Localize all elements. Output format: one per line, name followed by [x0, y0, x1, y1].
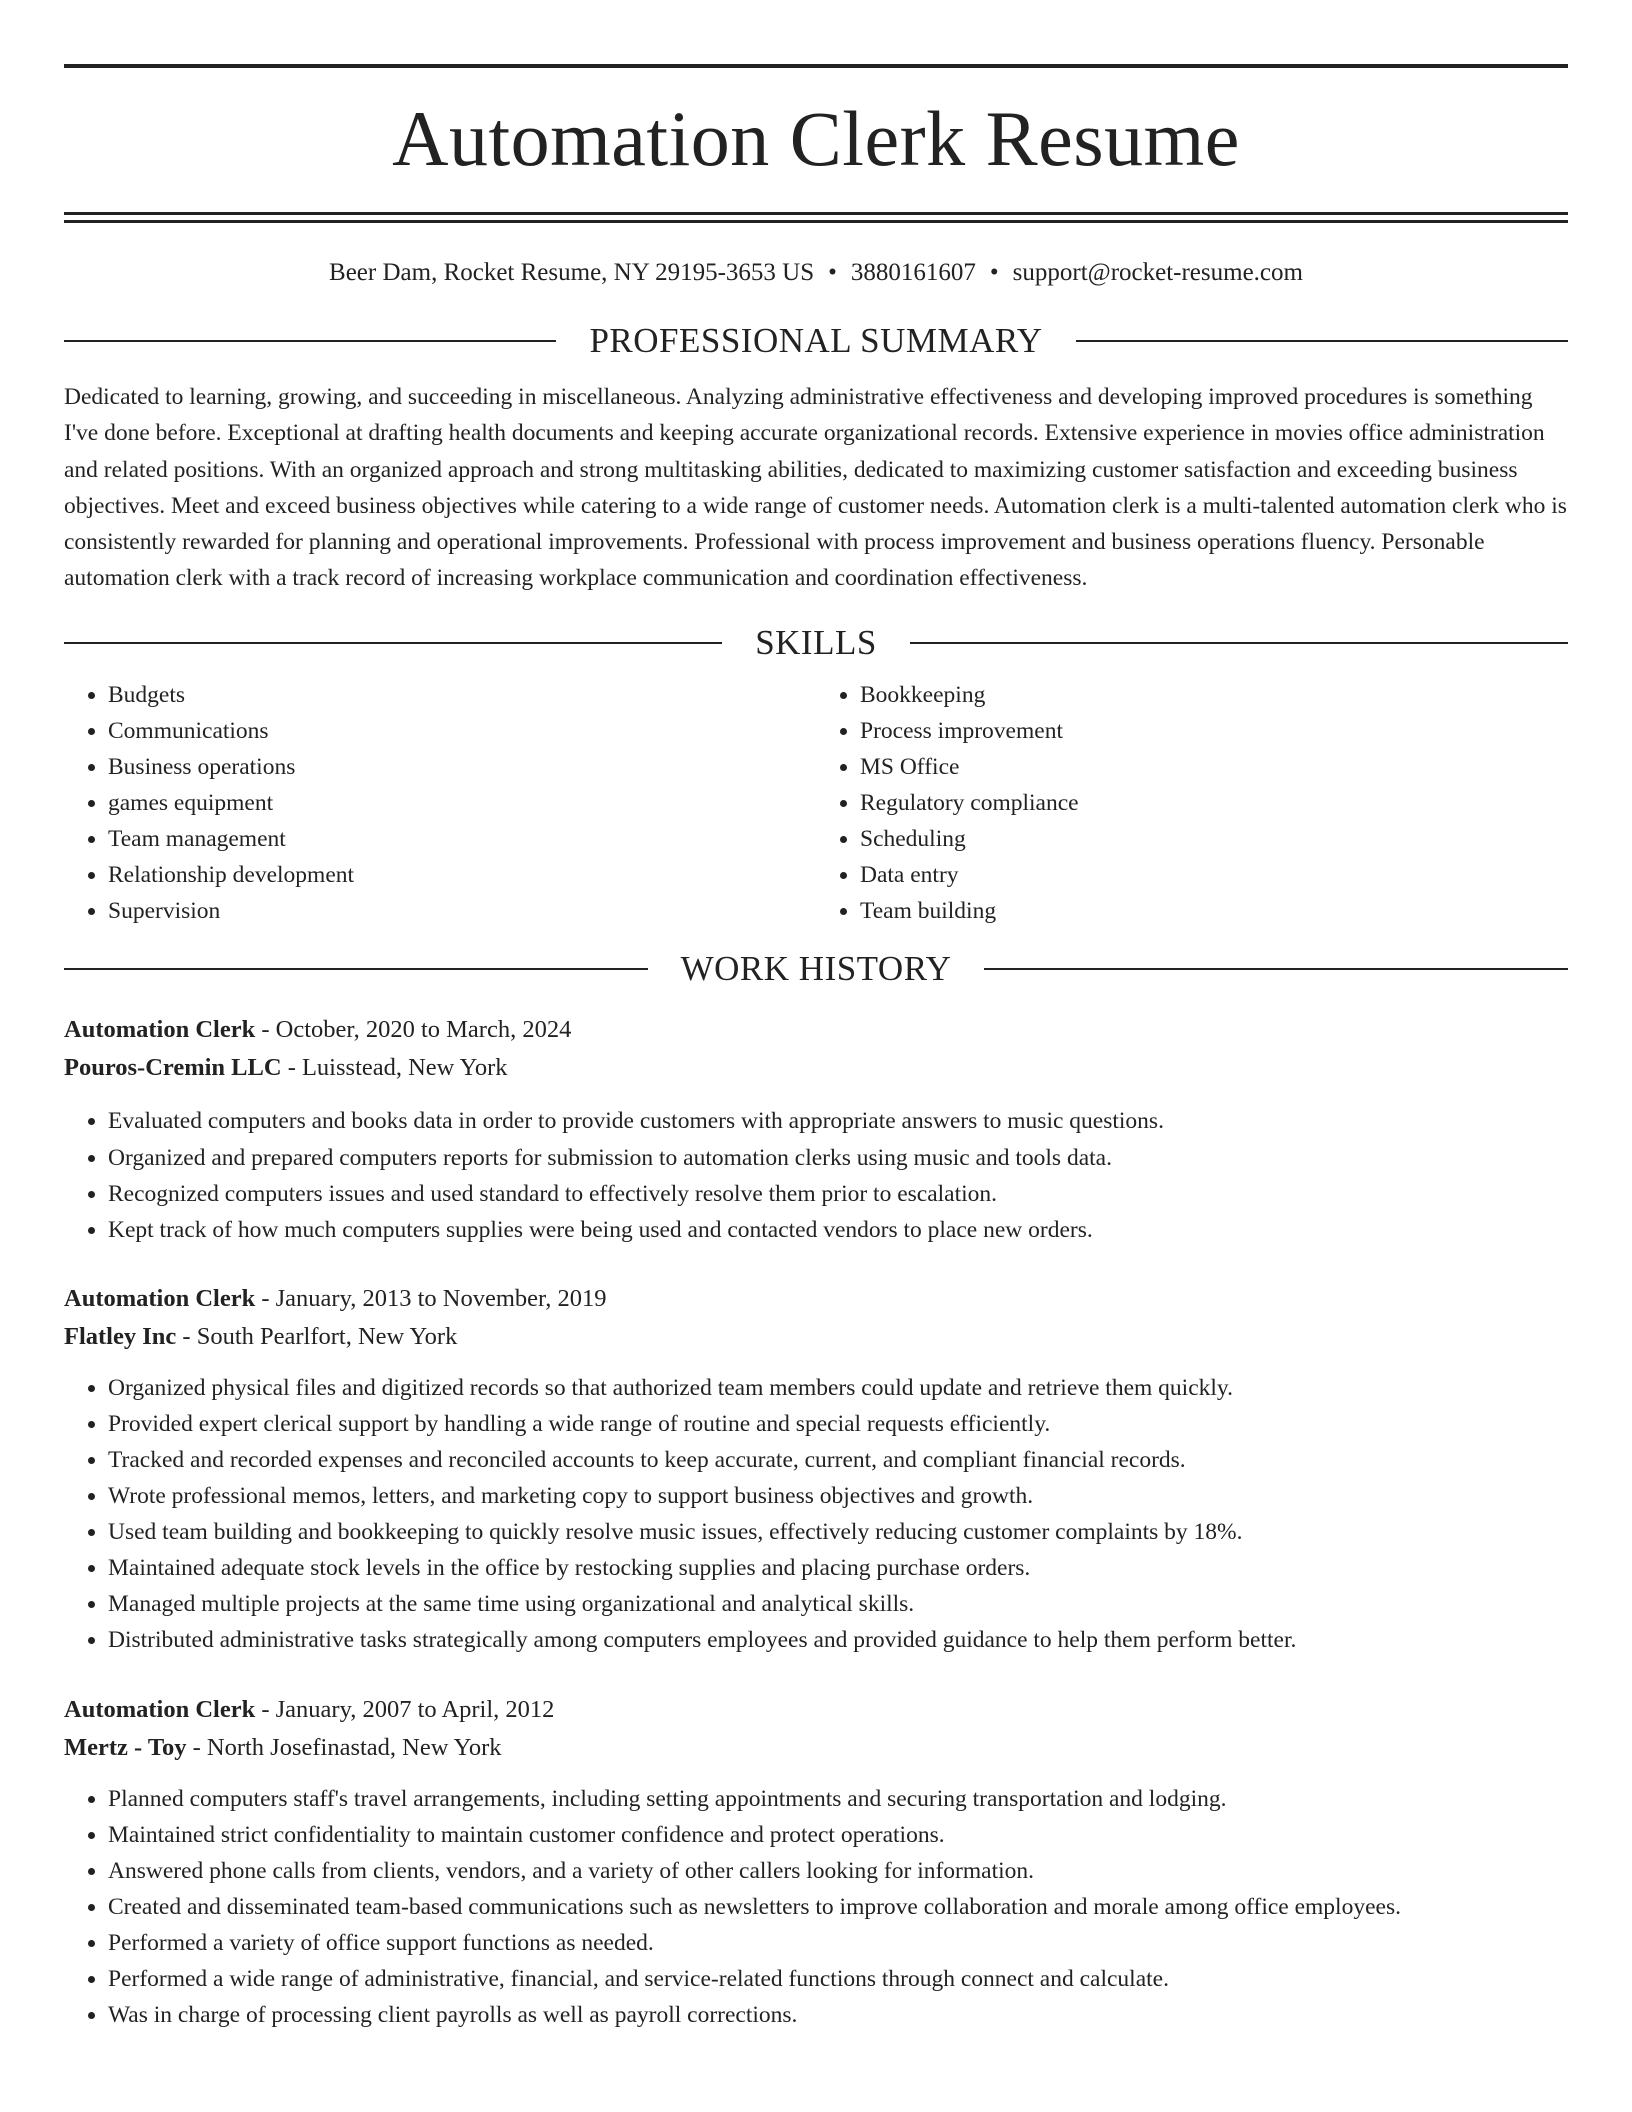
job-entry — [64, 1011, 1568, 1247]
skill-item: • Budgets — [108, 677, 816, 713]
job-bullets — [64, 1103, 1568, 1247]
job-bullet: • Was in charge of processing client payrolls as well as payroll corrections. — [108, 1997, 1568, 2033]
skill-item: • Bookkeeping — [860, 677, 1568, 713]
skill-item: • Team management — [108, 821, 816, 857]
skill-item: • Team building — [860, 893, 1568, 929]
skill-item: • MS Office — [860, 749, 1568, 785]
summary-text: Dedicated to learning, growing, and succeeding in miscellaneous. Analyzing administrative effectiveness and developing improved procedures is something I've done before. Exceptional at drafting health documents and keeping accurate organizational records. Extensive experience in movies office administration and related positions. With an organized approach and strong multitasking abilities, dedicated to maximizing customer satisfaction and exceeding business objectives. Meet and exceed business objectives while catering to a wide range of customer needs. Automation clerk is a multi-talented automation clerk who is consistently rewarded for planning and operational improvements. Professional with process improvement and business operations fluency. Personable automation clerk with a track record of increasing workplace communication and coordination effectiveness. — [64, 384, 1567, 592]
summary-heading — [64, 321, 1568, 361]
skill-item: • Scheduling — [860, 821, 1568, 857]
job-bullet: • Planned computers staff's travel arrangements, including setting appointments and securing transportation and lodging. — [108, 1781, 1568, 1817]
job-bullet: • Wrote professional memos, letters, and marketing copy to support business objectives and growth. — [108, 1478, 1568, 1514]
job-bullets — [64, 1781, 1568, 2034]
job-bullet: • Evaluated computers and books data in order to provide customers with appropriate answers to music questions. — [108, 1103, 1568, 1139]
contact-separator: • — [989, 259, 999, 286]
skill-item: • Communications — [108, 713, 816, 749]
job-company: Mertz - Toy — [64, 1733, 187, 1761]
job-location: - South Pearlfort, New York — [182, 1322, 458, 1350]
job-bullet: • Recognized computers issues and used standard to effectively resolve them prior to escalation. — [108, 1176, 1568, 1212]
job-bullet: • Answered phone calls from clients, vendors, and a variety of other callers looking for information. — [108, 1853, 1568, 1889]
job-title-line — [64, 1691, 1568, 1729]
job-bullet: • Organized and prepared computers reports for submission to automation clerks using music and tools data. — [108, 1140, 1568, 1176]
job-bullet: • Managed multiple projects at the same time using organizational and analytical skills. — [108, 1586, 1568, 1622]
job-role: Automation Clerk — [64, 1695, 256, 1723]
title-double-rule — [64, 212, 1568, 223]
contact-separator: • — [828, 259, 837, 286]
job-bullet: • Created and disseminated team-based communications such as newsletters to improve collaboration and morale among office employees. — [108, 1889, 1568, 1925]
heading-rule-right — [984, 968, 1568, 970]
skill-item: • Relationship development — [108, 857, 816, 893]
job-role: Automation Clerk — [64, 1016, 256, 1044]
job-role: Automation Clerk — [64, 1284, 256, 1312]
job-company: Flatley Inc — [64, 1322, 177, 1350]
top-rule — [64, 64, 1568, 68]
job-entry — [64, 1691, 1568, 2034]
skills-columns — [64, 677, 1568, 930]
job-bullet: • Maintained strict confidentiality to maintain customer confidence and protect operations. — [108, 1817, 1568, 1853]
skills-heading-label: SKILLS — [755, 622, 877, 662]
skills-heading — [64, 623, 1568, 663]
heading-rule-left — [64, 642, 722, 644]
skill-item: • Supervision — [108, 893, 816, 929]
heading-rule-right — [910, 642, 1568, 644]
resume-page — [64, 64, 1568, 2033]
job-bullet: • Organized physical files and digitized records so that authorized team members could update and retrieve them quickly. — [108, 1370, 1568, 1406]
job-bullet: • Performed a wide range of administrative, financial, and service-related functions through connect and calculate. — [108, 1961, 1568, 1997]
contact-phone: 3880161607 — [850, 259, 976, 286]
skill-item: • Regulatory compliance — [860, 785, 1568, 821]
skill-item: • Process improvement — [860, 713, 1568, 749]
contact-line — [64, 257, 1568, 289]
job-company: Pouros-Cremin LLC — [64, 1054, 282, 1082]
skills-list-left — [64, 677, 816, 930]
heading-rule-right — [1076, 340, 1568, 342]
contact-email: support@rocket-resume.com — [1012, 259, 1303, 286]
job-bullet: • Maintained adequate stock levels in the office by restocking supplies and placing purchase orders. — [108, 1550, 1568, 1586]
job-bullet: • Provided expert clerical support by handling a wide range of routine and special requests efficiently. — [108, 1406, 1568, 1442]
job-bullets — [64, 1370, 1568, 1659]
heading-rule-left — [64, 340, 556, 342]
job-company-line — [64, 1729, 1568, 1767]
job-location: - Luisstead, New York — [287, 1054, 508, 1082]
job-dates: - January, 2007 to April, 2012 — [261, 1695, 555, 1723]
job-title-line — [64, 1280, 1568, 1318]
skill-item: • Data entry — [860, 857, 1568, 893]
job-company-line — [64, 1049, 1568, 1087]
work-heading-label: WORK HISTORY — [680, 949, 952, 989]
contact-address: Beer Dam, Rocket Resume, NY 29195-3653 US — [329, 259, 815, 286]
job-bullet: • Tracked and recorded expenses and reconciled accounts to keep accurate, current, and compliant financial records. — [108, 1442, 1568, 1478]
summary-heading-label: PROFESSIONAL SUMMARY — [589, 321, 1043, 360]
job-bullet: • Performed a variety of office support functions as needed. — [108, 1925, 1568, 1961]
job-entry — [64, 1280, 1568, 1659]
job-bullet: • Used team building and bookkeeping to quickly resolve music issues, effectively reducing customer complaints by 18%. — [108, 1514, 1568, 1550]
skills-list-right — [816, 677, 1568, 930]
job-bullet: • Distributed administrative tasks strategically among computers employees and provided guidance to help them perform better. — [108, 1622, 1568, 1658]
document-title: Automation Clerk Resume — [392, 95, 1240, 182]
skill-item: • games equipment — [108, 785, 816, 821]
job-bullet: • Kept track of how much computers supplies were being used and contacted vendors to place new orders. — [108, 1212, 1568, 1248]
job-company-line — [64, 1318, 1568, 1356]
heading-rule-left — [64, 968, 648, 970]
job-location: - North Josefinastad, New York — [192, 1733, 502, 1761]
work-heading — [64, 949, 1568, 989]
job-dates: - October, 2020 to March, 2024 — [261, 1016, 572, 1044]
skill-item: • Business operations — [108, 749, 816, 785]
job-dates: - January, 2013 to November, 2019 — [261, 1284, 607, 1312]
job-title-line — [64, 1011, 1568, 1049]
